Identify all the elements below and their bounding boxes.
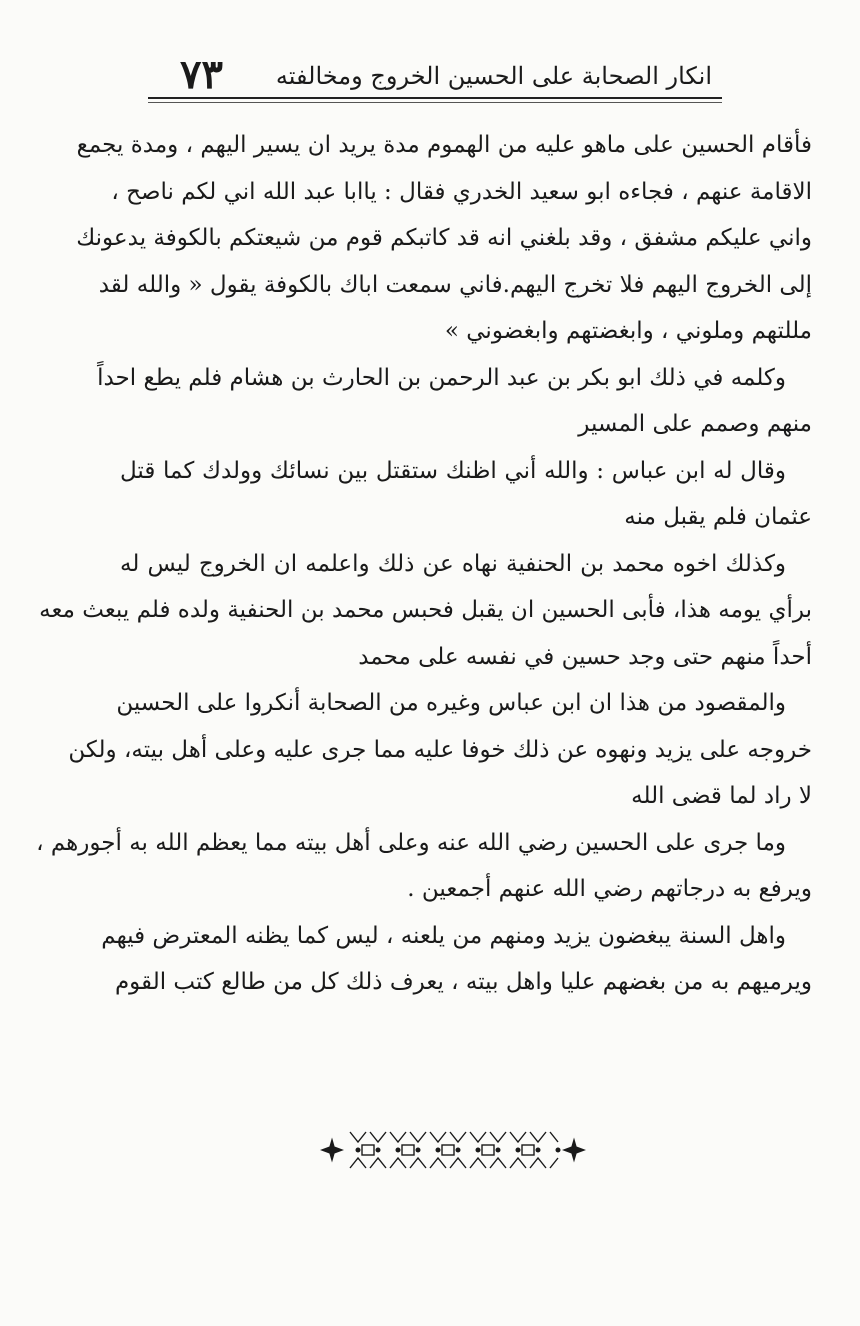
text-line: أحداً منهم حتى وجد حسين في نفسه على محمد <box>358 643 812 670</box>
text-line: عثمان فلم يقبل منه <box>624 504 812 530</box>
text-line: مللتهم وملوني ، وابغضتهم وابغضوني » <box>444 318 812 344</box>
text-line: ويرميهم به من بغضهم عليا واهل بيته ، يعرف ذلك كل من طالع كتب القوم <box>114 969 812 995</box>
running-title: انكار الصحابة على الحسين الخروج ومخالفته <box>275 62 712 90</box>
page-number: ٧٣ <box>180 51 223 98</box>
text-line: إلى الخروج اليهم فلا تخرج اليهم.فاني سمعت اباك بالكوفة يقول « والله لقد <box>98 271 812 298</box>
header-rule-thin <box>148 102 722 103</box>
text-line: واني عليكم مشفق ، وقد بلغني انه قد كاتبكم قوم من شيعتكم بالكوفة يدعونك <box>76 225 812 251</box>
text-line: فأقام الحسين على ماهو عليه من الهموم مدة يريد ان يسير اليهم ، ومدة يجمع <box>76 132 812 158</box>
text-line: خروجه على يزيد ونهوه عن ذلك خوفا عليه مما جرى عليه وعلى أهل بيته، ولكن <box>68 736 812 763</box>
text-line: ويرفع به درجاتهم رضي الله عنهم أجمعين . <box>407 876 812 902</box>
header-rule <box>148 97 722 99</box>
text-line: منهم وصمم على المسير <box>578 411 812 437</box>
ornament-divider-icon <box>318 1126 588 1174</box>
text-line: وما جرى على الحسين رضي الله عنه وعلى أهل بيته مما يعظم الله به أجورهم ، <box>36 829 786 856</box>
body-text <box>36 122 812 1006</box>
text-line: لا راد لما قضى الله <box>631 783 812 809</box>
text-line: الاقامة عنهم ، فجاءه ابو سعيد الخدري فقال : ياابا عبد الله اني لكم ناصح ، <box>111 178 812 205</box>
page-header <box>150 52 720 98</box>
text-line: واهل السنة يبغضون يزيد ومنهم من يلعنه ، ليس كما يظنه المعترض فيهم <box>101 922 786 949</box>
text-line: وكذلك اخوه محمد بن الحنفية نهاه عن ذلك واعلمه ان الخروج ليس له <box>120 550 786 577</box>
text-line: برأي يومه هذا، فأبى الحسين ان يقبل فحبس محمد بن الحنفية ولده فلم يبعث معه <box>39 597 812 623</box>
text-line: وقال له ابن عباس : والله أني اظنك ستقتل بين نسائك وولدك كما قتل <box>120 457 786 484</box>
text-line: والمقصود من هذا ان ابن عباس وغيره من الصحابة أنكروا على الحسين <box>116 690 786 716</box>
text-line: وكلمه في ذلك ابو بكر بن عبد الرحمن بن الحارث بن هشام فلم يطع احداً <box>97 364 786 391</box>
